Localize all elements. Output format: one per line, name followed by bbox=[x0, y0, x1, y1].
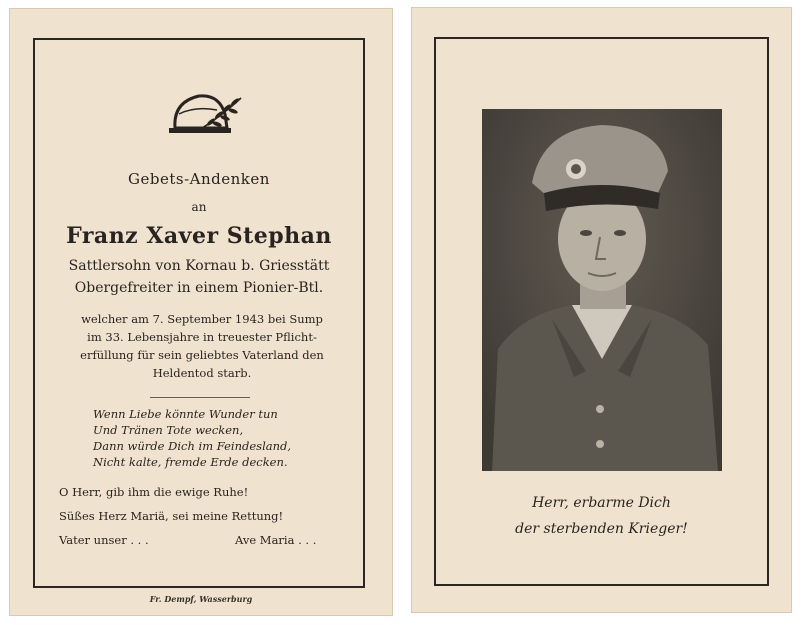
prayer-line: Ave Maria . . . bbox=[235, 533, 317, 547]
death-notice-line: welcher am 7. September 1943 bei Sump bbox=[81, 312, 323, 326]
verse-line: Und Tränen Tote wecken, bbox=[93, 423, 244, 437]
rank-line: Obergefreiter in einem Pionier-Btl. bbox=[74, 280, 324, 296]
card-border-frame bbox=[434, 37, 769, 586]
caption-line: Herr, erbarme Dich bbox=[532, 495, 671, 511]
memorial-card-back bbox=[411, 7, 792, 613]
section-divider bbox=[150, 397, 250, 398]
memorial-card-front bbox=[9, 8, 393, 616]
origin-line: Sattlersohn von Kornau b. Griesstätt bbox=[68, 258, 330, 274]
death-notice-line: erfüllung für sein geliebtes Vaterland den bbox=[80, 348, 324, 362]
death-notice-line: Heldentod starb. bbox=[152, 366, 252, 380]
prayer-line: Vater unser . . . bbox=[59, 533, 149, 547]
soldier-portrait-image bbox=[482, 109, 722, 471]
verse-line: Nicht kalte, fremde Erde decken. bbox=[93, 455, 288, 469]
caption-line: der sterbenden Krieger! bbox=[515, 521, 688, 537]
portrait-photo bbox=[482, 109, 722, 471]
steel-helmet-laurel-icon bbox=[155, 84, 247, 144]
card-title: Gebets-Andenken bbox=[128, 170, 270, 188]
deceased-name: Franz Xaver Stephan bbox=[66, 223, 332, 249]
printer-imprint: Fr. Dempf, Wasserburg bbox=[149, 594, 253, 604]
prayer-line: Süßes Herz Mariä, sei meine Rettung! bbox=[59, 509, 284, 523]
verse-line: Dann würde Dich im Feindesland, bbox=[93, 439, 292, 453]
prayer-line: O Herr, gib ihm die ewige Ruhe! bbox=[59, 485, 249, 499]
card-border-frame bbox=[33, 38, 365, 588]
verse-line: Wenn Liebe könnte Wunder tun bbox=[93, 407, 278, 421]
dedication-word: an bbox=[191, 200, 207, 214]
death-notice-line: im 33. Lebensjahre in treuester Pflicht- bbox=[87, 330, 317, 344]
